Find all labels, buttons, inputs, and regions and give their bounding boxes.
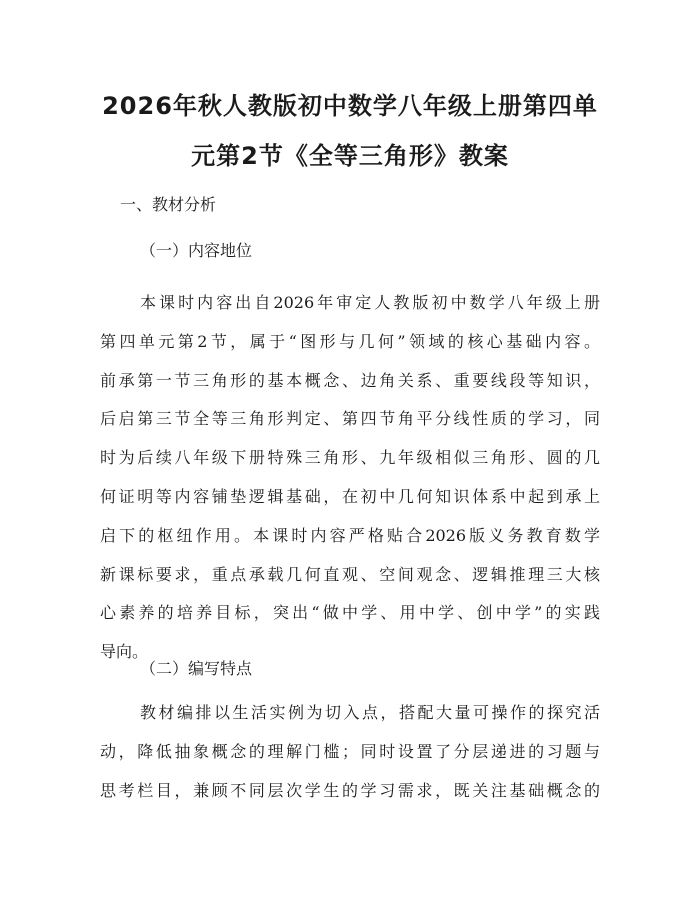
paragraph-line: 启下的枢纽作用。本课时内容严格贴合2026版义务教育数学 bbox=[100, 525, 600, 545]
subsection-heading-writing-features: （二）编写特点 bbox=[140, 659, 253, 678]
document-title-line-1: 2026年秋人教版初中数学八年级上册第四单 bbox=[102, 92, 598, 120]
paragraph-line: 前承第一节三角形的基本概念、边角关系、重要线段等知识， bbox=[100, 370, 600, 390]
paragraph-line: 心素养的培养目标，突出“做中学、用中学、创中学”的实践 bbox=[100, 603, 600, 623]
subsection-heading-content-position: （一）内容地位 bbox=[140, 241, 253, 260]
paragraph-line: 新课标要求，重点承载几何直观、空间观念、逻辑推理三大核 bbox=[100, 564, 600, 584]
paragraph-line: 动，降低抽象概念的理解门槛；同时设置了分层递进的习题与 bbox=[100, 741, 600, 761]
document-title-line-2: 元第2节《全等三角形》教案 bbox=[191, 142, 509, 170]
paragraph-line: 时为后续八年级下册特殊三角形、九年级相似三角形、圆的几 bbox=[100, 448, 600, 468]
paragraph-line: 思考栏目，兼顾不同层次学生的学习需求，既关注基础概念的 bbox=[100, 780, 600, 800]
paragraph-writing-features bbox=[100, 694, 600, 810]
paragraph-line: 后启第三节全等三角形判定、第四节角平分线性质的学习，同 bbox=[100, 409, 600, 429]
paragraph-line: 导向。 bbox=[100, 642, 149, 662]
section-heading-teaching-material-analysis: 一、教材分析 bbox=[120, 195, 217, 214]
paragraph-line: 教材编排以生活实例为切入点，搭配大量可操作的探究活 bbox=[140, 703, 600, 722]
paragraph-line: 第四单元第2节，属于“图形与几何”领域的核心基础内容。 bbox=[100, 331, 600, 351]
paragraph-line: 何证明等内容铺垫逻辑基础，在初中几何知识体系中起到承上 bbox=[100, 486, 600, 506]
paragraph-content-position bbox=[100, 284, 600, 672]
paragraph-line: 本课时内容出自2026年审定人教版初中数学八年级上册 bbox=[140, 293, 600, 312]
